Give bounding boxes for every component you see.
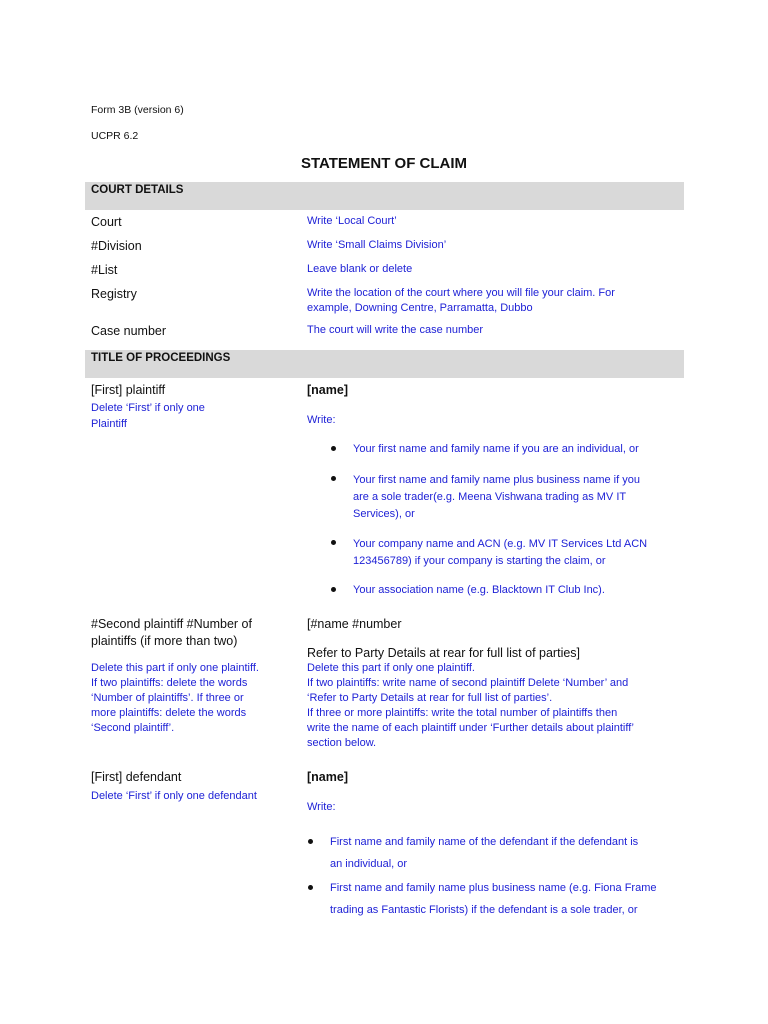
registry-value-line2: example, Downing Centre, Parramatta, Dubbo [307,302,533,314]
court-label: Court [91,215,122,229]
second-plaintiff-note-2: If two plaintiffs: delete the words [91,677,248,689]
bullet-icon [331,540,336,545]
second-plaintiff-instruction-6: section below. [307,737,377,749]
defendant-bullet-2-line1: First name and family name plus business name (e.g. Fiona Frame [330,882,657,894]
defendant-label: [First] defendant [91,770,182,784]
second-plaintiff-instruction-2: If two plaintiffs: write name of second plaintiff Delete ‘Number’ and [307,677,629,689]
division-value: Write ‘Small Claims Division’ [307,239,447,251]
bullet-icon [331,476,336,481]
second-plaintiff-label-line2: plaintiffs (if more than two) [91,634,238,648]
title-of-proceedings-heading-bar [85,350,684,378]
court-details-heading: COURT DETAILS [91,184,184,196]
registry-label: Registry [91,287,137,301]
division-label: #Division [91,239,142,253]
defendant-bullet-1-line2: an individual, or [330,858,408,870]
bullet-icon [331,587,336,592]
second-plaintiff-note-1: Delete this part if only one plaintiff. [91,662,259,674]
plaintiff-bullet-3-line2: 123456789) if your company is starting the claim, or [353,555,606,567]
plaintiff-bullet-3-line1: Your company name and ACN (e.g. MV IT Services Ltd ACN [353,538,648,550]
plaintiff-note-line2: Plaintiff [91,418,127,430]
second-plaintiff-name-line1: [#name #number [307,617,402,631]
plaintiff-bullet-4: Your association name (e.g. Blacktown IT Club Inc). [353,584,605,596]
second-plaintiff-label-line1: #Second plaintiff #Number of [91,617,252,631]
court-details-heading-bar [85,182,684,210]
defendant-bullet-2-line2: trading as Fantastic Florists) if the defendant is a sole trader, or [330,904,638,916]
second-plaintiff-name-line2: Refer to Party Details at rear for full list of parties] [307,646,581,660]
plaintiff-write-label: Write: [307,414,336,426]
court-value: Write ‘Local Court’ [307,215,397,227]
second-plaintiff-instruction-5: write the name of each plaintiff under ‘Further details about plaintiff’ [307,722,634,734]
second-plaintiff-note-3: ‘Number of plaintiffs’. If three or [91,692,244,704]
second-plaintiff-instruction-4: If three or more plaintiffs: write the total number of plaintiffs then [307,707,618,719]
second-plaintiff-note-5: ‘Second plaintiff’. [91,722,175,734]
rule-reference: UCPR 6.2 [91,130,139,142]
bullet-icon [308,839,313,844]
case-number-label: Case number [91,324,167,338]
plaintiff-name-placeholder: [name] [307,383,348,397]
bullet-icon [331,446,336,451]
plaintiff-bullet-2-line1: Your first name and family name plus business name if you [353,474,640,486]
second-plaintiff-instruction-3: ‘Refer to Party Details at rear for full list of parties’. [307,692,553,704]
defendant-name-placeholder: [name] [307,770,348,784]
second-plaintiff-note-4: more plaintiffs: delete the words [91,707,247,719]
bullet-icon [308,885,313,890]
registry-value-line1: Write the location of the court where you will file your claim. For [307,287,615,299]
defendant-bullet-1-line1: First name and family name of the defendant if the defendant is [330,836,639,848]
list-value: Leave blank or delete [307,263,413,275]
form-number: Form 3B (version 6) [91,104,184,116]
defendant-note: Delete ‘First’ if only one defendant [91,790,257,802]
case-number-value: The court will write the case number [307,324,484,336]
second-plaintiff-instruction-1: Delete this part if only one plaintiff. [307,662,475,674]
title-of-proceedings-heading: TITLE OF PROCEEDINGS [91,352,231,364]
plaintiff-bullet-1: Your first name and family name if you are an individual, or [353,443,639,455]
plaintiff-bullet-2-line2: are a sole trader(e.g. Meena Vishwana trading as MV IT [353,491,627,503]
defendant-write-label: Write: [307,801,336,813]
document-title: STATEMENT OF CLAIM [300,155,468,172]
list-label: #List [91,263,118,277]
plaintiff-bullet-2-line3: Services), or [353,508,415,520]
plaintiff-note-line1: Delete ‘First’ if only one [91,402,205,414]
plaintiff-label: [First] plaintiff [91,383,166,397]
